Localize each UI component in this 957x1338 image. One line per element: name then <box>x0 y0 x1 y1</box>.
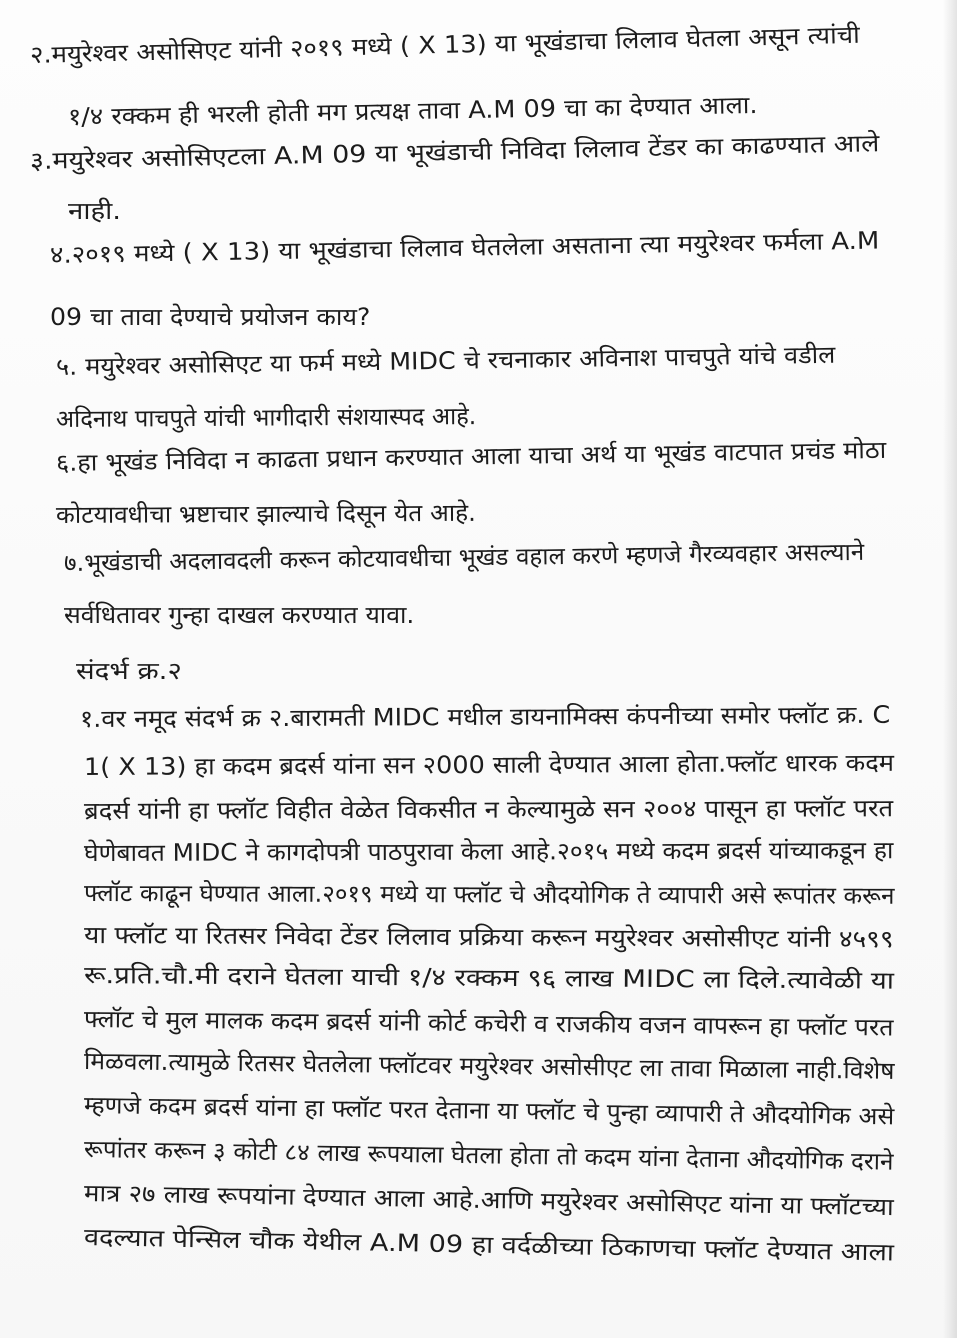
paragraph-line-11: रूपांतर करून ३ कोटी ८४ लाख रूपयाला घेतला होता तो कदम यांना देताना औदयोगिक दराने <box>83 1135 894 1176</box>
paragraph-line-9: मिळवला.त्यामुळे रितसर घेतलेला फ्लॉटवर मयुरेश्वर असोसीएट ला तावा मिळाला नाही.विशेष <box>83 1047 895 1085</box>
item-2-line-1: २.मयुरेश्वर असोसिएट यांनी २०१९ मध्ये ( X 13) या भूखंडाचा लिलाव घेतला असून त्यांची <box>29 20 861 69</box>
item-4-line-1: ४.२०१९ मध्ये ( X 13) या भूखंडाचा लिलाव घेतलेला असताना त्या मयुरेश्वर फर्मला A.M <box>49 226 880 269</box>
paragraph-line-5: फ्लॉट काढून घेण्यात आला.२०१९ मध्ये या फ्लॉट चे औदयोगिक ते व्यापारी असे रूपांतर करून <box>83 879 895 910</box>
item-2-line-2: १/४ रक्कम ही भरली होती मग प्रत्यक्ष तावा A.M 09 चा का देण्यात आला. <box>67 90 758 131</box>
item-5-line-2: अदिनाथ पाचपुते यांची भागीदारी संशयास्पद आहे. <box>55 402 477 433</box>
paragraph-line-13: वदल्यात पेन्सिल चौक येथील A.M 09 हा वर्दळीच्या ठिकाणचा फ्लॉट देण्यात आला <box>83 1223 895 1267</box>
paragraph-line-4: घेणेबावत MIDC ने कागदोपत्री पाठपुरावा केला आहे.२०१५ मध्ये कदम ब्रदर्स यांच्याकडून हा <box>83 836 894 867</box>
paragraph-line-7: रू.प्रति.चौ.मी दराने घेतला याची १/४ रक्कम ९६ लाख MIDC ला दिले.त्यावेळी या <box>83 961 895 995</box>
paragraph-line-10: म्हणजे कदम ब्रदर्स यांना हा फ्लॉट परत देताना या फ्लॉट चे पुन्हा व्यापारी ते औदयोगिक असे <box>83 1091 895 1131</box>
paragraph-line-2: 1( X 13) हा कदम ब्रदर्स यांना सन २000 साली देण्यात आला होता.फ्लॉट धारक कदम <box>83 748 895 781</box>
page-edge-shadow <box>943 0 957 1338</box>
paragraph-line-8: फ्लॉट चे मुल मालक कदम ब्रदर्स यांनी कोर्ट कचेरी व राजकीय वजन वापरून हा फ्लॉट परत <box>83 1005 894 1042</box>
item-3-line-1: ३.मयुरेश्वर असोसिएटला A.M 09 या भूखंडाची निविदा लिलाव टेंडर का काढण्यात आले <box>29 129 880 175</box>
item-7-line-2: सर्वधितावर गुन्हा दाखल करण्यात यावा. <box>64 601 415 629</box>
paragraph-line-1: १.वर नमूद संदर्भ क्र २.बारामती MIDC मधील डायनामिक्स कंपनीच्या समोर फ्लॉट क्र. C <box>79 700 891 733</box>
item-3-line-2: नाही. <box>68 197 122 225</box>
section-heading: संदर्भ क्र.२ <box>76 657 182 685</box>
item-4-line-2: 09 चा तावा देण्याचे प्रयोजन काय? <box>50 303 371 331</box>
item-6-line-2: कोटयावधीचा भ्रष्टाचार झाल्याचे दिसून येत आहे. <box>55 498 476 529</box>
item-6-line-1: ६.हा भूखंड निविदा न काढता प्रधान करण्यात आला याचा अर्थ या भूखंड वाटपात प्रचंड मोठा <box>55 435 887 477</box>
paragraph-line-3: ब्रदर्स यांनी हा फ्लॉट विहीत वेळेत विकसीत न केल्यामुळे सन २००४ पासून हा फ्लॉट परत <box>83 794 894 825</box>
item-5-line-1: ५. मयुरेश्वर असोसिएट या फर्म मध्ये MIDC चे रचनाकार अविनाश पाचपुते यांचे वडील <box>55 340 836 381</box>
paragraph-line-6: या फ्लॉट या रितसर निवेदा टेंडर लिलाव प्रक्रिया करून मयुरेश्वर असोसीएट यांनी ४५९९ <box>83 921 894 954</box>
item-7-line-1: ७.भूखंडाची अदलावदली करून कोटयावधीचा भूखंड वहाल करणे म्हणजे गैरव्यवहार असल्याने <box>63 537 865 577</box>
paragraph-line-12: मात्र २७ लाख रूपयांना देण्यात आला आहे.आणि मयुरेश्वर असोसिएट यांना या फ्लॉटच्या <box>83 1179 894 1222</box>
